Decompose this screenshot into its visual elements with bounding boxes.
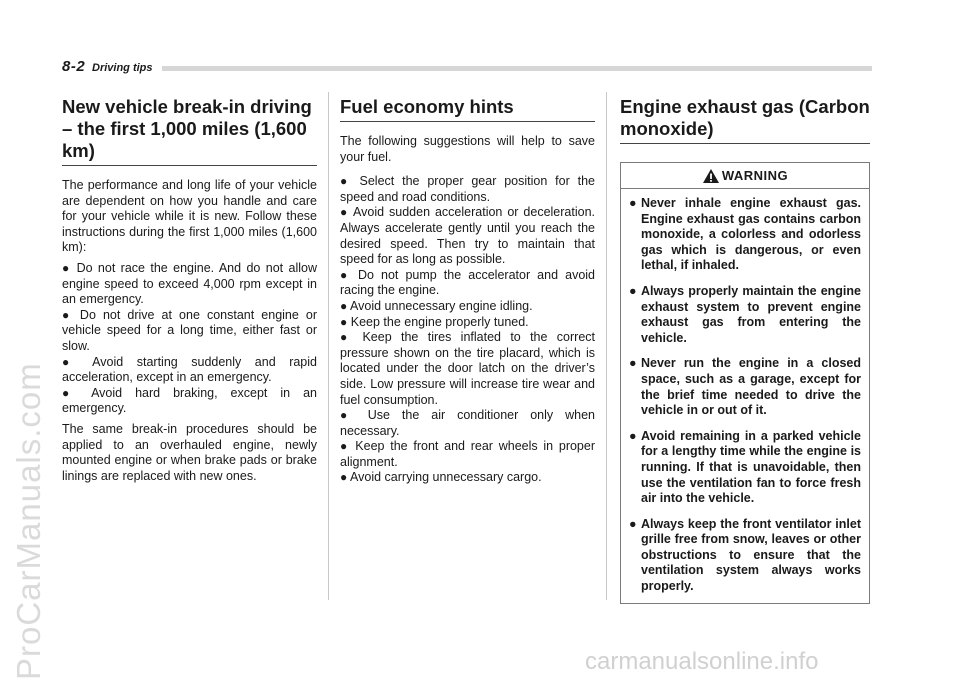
bullet-icon: ● <box>62 307 73 322</box>
list-item: ● Avoid starting suddenly and rapid acceleration, except in an emergency. <box>62 354 317 385</box>
column-divider <box>328 92 329 600</box>
list-item: ● Avoid carrying unnecessary cargo. <box>340 470 542 485</box>
list-item: ● Do not pump the accelerator and avoid racing the engine. <box>340 267 595 298</box>
list-item: ● Avoid sudden acceleration or deceleration. Always accelerate gently until you reach the desired speed. Then try to maintain that speed for as long as possible. <box>340 205 595 267</box>
warning-list <box>621 189 869 603</box>
break-in-section <box>62 96 317 489</box>
bullet-icon: ● <box>340 174 352 189</box>
list-item: ● Always properly maintain the engine exhaust system to prevent engine exhaust gas from entering the vehicle. <box>629 283 861 345</box>
bullet-icon: ● <box>340 439 350 454</box>
break-in-title: New vehicle break-in driving – the first 1,000 miles (1,600 km) <box>62 96 317 166</box>
bullet-icon: ● <box>340 470 348 485</box>
bottom-watermark: carmanualsonline.info <box>585 648 819 675</box>
bullet-icon: ● <box>629 196 637 210</box>
list-item: ● Keep the tires inflated to the correct pressure shown on the tire placard, which is located under the door latch on the driver’s side. Low pressure will increase tire wear and fuel consumption. <box>340 330 595 407</box>
warning-box <box>620 162 870 604</box>
page-number: 8-2 <box>62 58 86 75</box>
bullet-icon: ● <box>629 516 637 531</box>
list-item: ● Avoid hard braking, except in an emergency. <box>62 385 317 416</box>
list-item: ● Use the air conditioner only when necessary. <box>340 408 596 438</box>
bullet-icon: ● <box>629 356 637 371</box>
break-in-closing: The same break-in procedures should be applied to an overhauled engine, newly mounted engine or when brake pads or brake linings are replaced with new ones. <box>62 421 317 483</box>
warning-header <box>621 163 869 189</box>
list-item: ● Keep the engine properly tuned. <box>340 314 529 329</box>
header-bar <box>162 66 872 71</box>
fuel-economy-intro: The following suggestions will help to save your fuel. <box>340 134 595 164</box>
fuel-economy-title: Fuel economy hints <box>340 96 595 122</box>
list-item: ● Never run the engine in a closed space, such as a garage, except for the brief time needed to drive the vehicle in or out of it. <box>629 356 861 418</box>
side-watermark: ProCarManuals.com <box>10 362 47 680</box>
column-divider <box>606 92 607 600</box>
page-header <box>62 58 872 78</box>
bullet-icon: ● <box>340 408 356 423</box>
section-label: Driving tips <box>92 62 153 74</box>
list-item: ● Select the proper gear position for the speed and road conditions. <box>340 174 596 204</box>
bullet-icon: ● <box>62 385 79 400</box>
list-item: ● Do not drive at one constant engine or vehicle speed for a long time, either fast or slow. <box>62 307 317 353</box>
list-item: ● Always keep the front ventilator inlet grille free from snow, leaves or other obstructions to ensure that the ventilation system always works properly. <box>629 516 861 594</box>
warning-label: WARNING <box>721 168 789 183</box>
bullet-icon: ● <box>62 354 80 369</box>
bullet-icon: ● <box>340 205 349 220</box>
list-item: ● Keep the front and rear wheels in proper alignment. <box>340 439 596 469</box>
bullet-icon: ● <box>62 260 72 275</box>
exhaust-section <box>620 96 870 604</box>
bullet-icon: ● <box>340 267 351 282</box>
bullet-icon: ● <box>340 298 348 313</box>
fuel-economy-section <box>340 96 595 486</box>
bullet-icon: ● <box>340 314 348 329</box>
break-in-intro: The performance and long life of your vehicle are dependent on how you handle and care for your vehicle while it is new. Follow these instructions during the first 1,000 miles (1,600 km): <box>62 178 317 255</box>
bullet-icon: ● <box>629 283 637 298</box>
list-item: ● Never inhale engine exhaust gas. Engine exhaust gas contains carbon monoxide, a colorless and odorless gas which is dangerous, or even lethal, if inhaled. <box>629 196 861 273</box>
bullet-icon: ● <box>340 330 354 345</box>
warning-triangle-icon <box>702 168 720 184</box>
list-item: ● Avoid remaining in a parked vehicle for a lengthy time while the engine is running. If that is unavoidable, then use the ventilation fan to force fresh air into the vehicle. <box>629 428 861 506</box>
bullet-icon: ● <box>629 428 637 443</box>
list-item: ● Avoid unnecessary engine idling. <box>340 298 533 313</box>
exhaust-title: Engine exhaust gas (Carbon monoxide) <box>620 96 870 144</box>
list-item: ● Do not race the engine. And do not allow engine speed to exceed 4,000 rpm except in an emergency. <box>62 260 317 307</box>
